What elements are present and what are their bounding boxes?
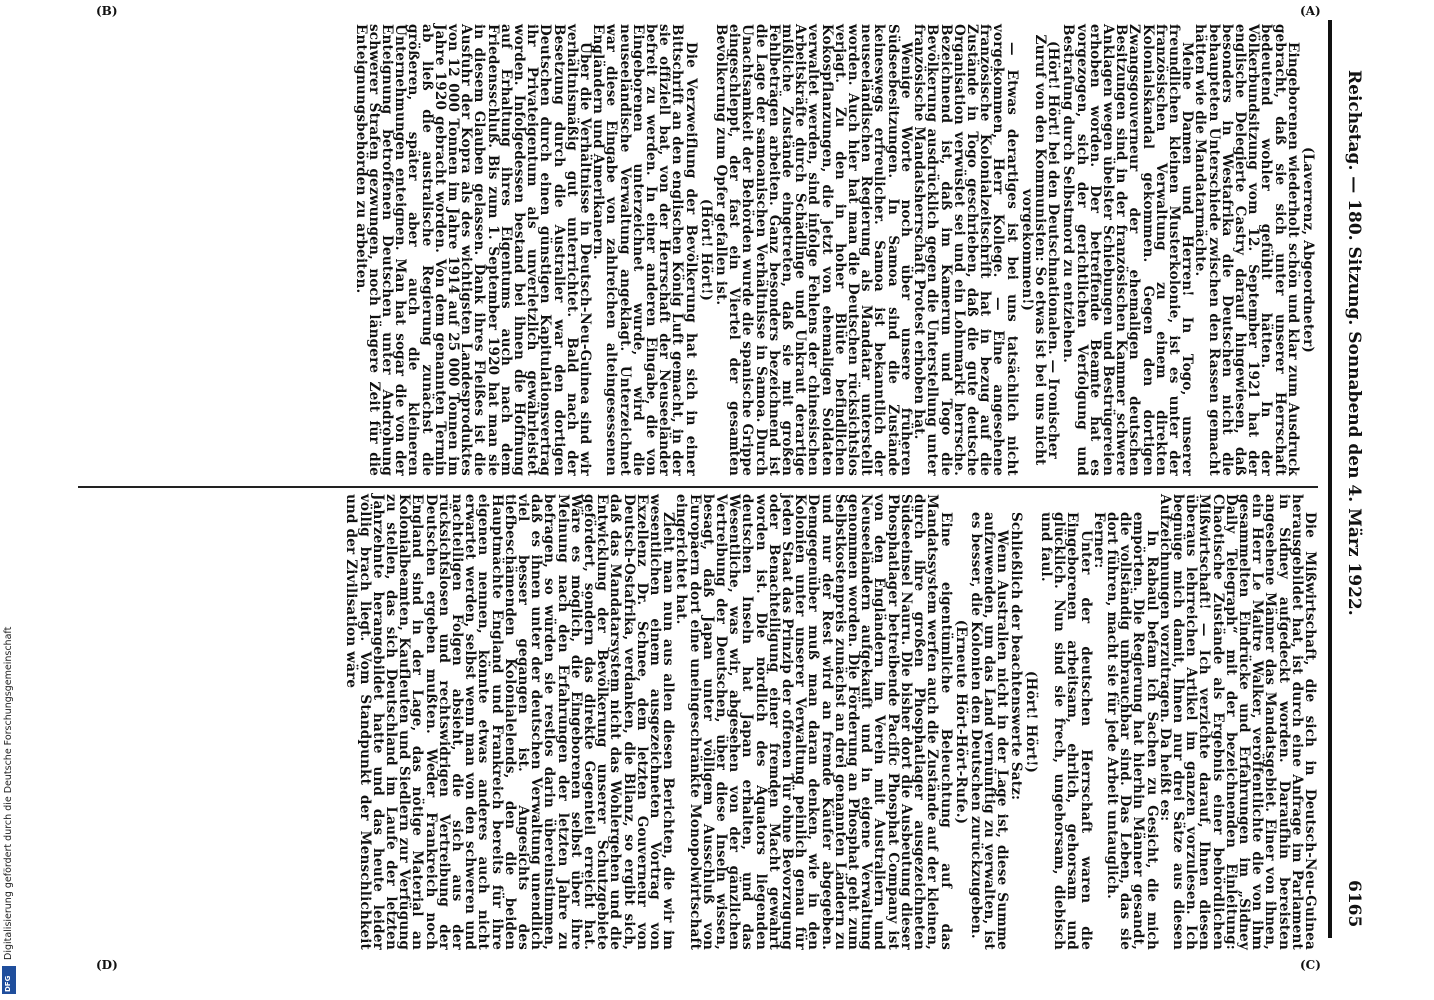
interjection: (Hört! Hört! bei den Deutschnationalen. — Ironischer Zuruf von den Kommunisten: So etwas ist bei uns nicht vorgekommen!) [1018,34,1062,466]
marker-d: (D) [96,958,118,972]
marker-b: (B) [96,4,118,18]
interjection: (Hört! Hört!) [697,198,714,302]
paragraph: Ferner: [1090,512,1107,569]
marker-a: (A) [1300,4,1321,18]
page-number: 6165 [1344,880,1364,928]
header-rule [1328,20,1332,938]
quotation: Wenn Australien nicht in der Lage ist, diese Summe aufzuwenden, um das Land vernünftig zu verwalten, ist es besser, die Kolonien den Deutschen zurückzugeben. [967,512,1011,950]
right-column-text [344,494,1316,950]
marker-c: (C) [1300,958,1321,972]
quotation: Unter der deutschen Herrschaft waren die Eingeborenen arbeitsam, ehrlich, gehorsam und glücklich. Nun sind sie frech, ungehorsam, diebisch und faul. [1037,512,1094,950]
paragraph: Über die Verhältnisse in Deutsch-Neu-Guinea sind wir verhältnismäßig gut unterrichtet. Bald nach der Besetzung durch die Australier war den dortigen Deutschen durch einen günstigen Kapitulationsvertrag ihr Privateigentum als unverletzlich gewährleistet worden. Infolgedessen bestand bei ihnen die Hoffnung auf Erhaltung ihres Eigentums auch nach dem Friedensschluß. Bis zum 1. September 1920 hat man sie in diesem Glauben gelassen. Dank ihres Fleißes ist die Ausfuhr der Kopra als des wichtigsten Landesproduktes von 12 000 Tonnen im Jahre 1914 auf 25 000 Tonnen im Jahre 1920 gebracht worden. Von dem genannten Termin ab ließ die australische Regierung zunächst die größeren, später aber auch die kleineren Unternehmungen enteignen. Man hat sogar die von der Enteignung betroffenen Deutschen unter Androhung schwerer Strafen gezwungen, noch längere Zeit für die Enteignungsbehörden zu arbeiten. [352,24,594,476]
paragraph: Meine Damen und Herren! In Togo, unserer freundlichen kleinen Musterkolonie, ist es unter der französischen Verwaltung zu einem direkten Kolonialskandal gekommen. Gegen den dortigen Zwangsgouverneur der ehemaligen deutschen Besitzungen sind in der französischen Kammer schwere Anklagen wegen übelster Schiebungen und Bestrügereien erhoben worden. Der betreffende Beamte hat es vorgezogen, sich der gerichtlichen Verfolgung und Bestrafung durch Selbstmord zu entziehen. [1060,24,1196,476]
paragraph: Wenige Worte noch über unsere früheren Südseebesitzungen. In Samoa sind die Zustände keineswegs erfreulicher. Samoa ist bekanntlich der neuseeländischen Regierung als Mandatar unterstellt worden. Auch hier hat man die Deutschen rücksichtslos verjagt. Zu den in hoher Blüte befindlichen Kokospflanzungen, die jetzt von ehemaligen Soldaten verwaltet werden, sind infolge Fehlens der chinesischen Arbeitskräfte durch Schädlinge und Unkraut derartige mißliche Zustände eingetreten, daß sie mit großen Fehlbeträgen arbeiten. Ganz besonders bezeichnend ist die Lage der samoanischen Verhältnisse in Samoa. Durch Unachtsamkeit der Behörden wurde die spanische Grippe eingeschleppt, der fast ein Viertel der gesamten Bevölkerung zum Opfer gefallen ist. [713,24,914,476]
digitization-credit [2,120,16,1000]
left-column-text [353,24,1316,476]
right-column [78,494,1318,954]
paragraph: — Etwas derartiges ist bei uns tatsächlich nicht vorgekommen, Herr Kollege. — Eine angesehene französische Kolonialzeitschrift hat in bezug auf die Zustände in Togo geschrieben, daß die gute deutsche Organisation verwüstet sei und ein Lohnmarkt herrsche. Bezeichnend ist, daß im Kamerun und Togo die Bevölkerung ausdrücklich gegen die Unterstellung unter französische Mandatsherrschaft Protest erhoben hat. [911,24,1020,476]
dfg-logo [2,966,16,994]
interjection: (Hört! Hört!) [1022,670,1039,774]
running-header [1336,0,1366,950]
speaker-line: (Laverrenz, Abgeordneter) [1300,147,1316,353]
paragraph: Die Verzweiflung der Bevölkerung hat sich in einer Bittschrift an den englischen König Luft gemacht, in der sie offiziell bat, von der Herrschaft der Neuseeländer befreit zu werden. In einer anderen Eingabe, die von Eingeborenen unterzeichnet wurde, wird die neuseeländische Verwaltung angeklagt. Unterzeichnet war diese Eingabe von zahlreichen alteingesessenen Engländern und Amerikanern. [590,24,699,476]
dfg-logo-text: DFG [4,975,12,992]
header-title: Reichstag. — 180. Sitzung. Sonnabend den 4. März 1922. [1344,70,1364,616]
paragraph: Die Mißwirtschaft, die sich in Deutsch-Neu-Guinea herausgebildet hat, ist durch eine Anfrage im Parlament in Sidney aufgedeckt worden. Daraufhin bereisten angesehene Männer das Mandatsgebiet. Einer von ihnen, ein Herr Le Maitre Walker, veröffentlichte die von ihm gesammelten Eindrücke und Erfahrungen im „Sidney Daily Telegraph“ mit der bezeichnenden Einleitung: Chaotische Zustände als Ergebnis einer behördlichen Mißwirtschaft! — Ich verzichte darauf, Ihnen diesen überaus lehrreichen Artikel im ganzen vorzulesen. Ich begnüge mich damit, Ihnen nur drei Sätze aus diesen Aufzeichnungen vorzutragen. Da heißt es: [1156,494,1318,950]
column-divider [78,486,1318,488]
credit-text: Digitalisierung gefördert durch die Deutsche Forschungsgemeinschaft [3,626,14,960]
quotation: In Rabaul befam ich Sachen zu Gesicht, die mich empörten. Die Regierung hat hierhin Männer gesandt, die vollständig unbrauchbar sind. Das Leben, das sie dort führen, macht sie für jede Arbeit untauglich. [1103,512,1160,950]
paragraph: Schließlich der beachtenswerte Satz: [1007,512,1024,801]
paragraph: Zieht man nun aus allen diesen Berichten, die wir im wesentlichen einem ausgezeichneten Vortrag von Exzellenz Dr. Schnee, dem letzten Gouverneur von Deutsch-Ostafrika, verdanken, die Bilanz, so ergibt sich, daß das Mandatarsystem nicht das Wohlergehen und die Entwicklung der Bevölkerung unserer Schutzgebiete gefördert, sondern das direkte Gegenteil erreicht hat. Wäre es möglich, die Eingeborenen selbst über ihre Meinung nach den Erfahrungen der letzten Jahre zu befragen, so würden sie restlos darin übereinstimmen, daß es ihnen unter der deutschen Verwaltung unendlich viel besser gegangen ist. Angesichts des tiefbeschämenden Kolonialelends, den die beiden Hauptmächte England und Frankreich bereits für ihre eigenen nennen, könnte etwas anderes auch nicht erwartet werden, selbst wenn man von den schweren und nachteiligen Folgen absieht, die sich aus der rücksichtslosen und rechtswidrigen Vertreibung der Deutschen ergeben mußten. Weder Frankreich noch England sind in der Lage, das nötige Material an Kolonialbeamten, Kaufleuten und Siedlern zur Verfügung zu stellen, das sich Deutschland im Laufe der letzten Jahrzehnte herangebildet hatte und das heute leider völlig brach liegt. Vom Standpunkt der Menschlichkeit und der Zivilisation wäre [343,494,677,950]
paragraph: Eine eigentümliche Beleuchtung auf das Mandatssystem werfen auch die Zustände auf der kleinen, durch ihre großen Phosphatlager ausgezeichneten Südseeinsel Nauru. Die bisher dort die Ausbeutung dieser Phosphatlager betreibende Pacific Phosphat Company ist von den Engländern im Verein mit Australiern und Neuseeländern aufgekauft und in eigene Verwaltung genommen worden. Die Förderung an Phosphat geht zum Selbstkostenpreis zunächst an drei genannten Ländern zu und nur der Rest wird an fremde Käufer abgegeben. Demgegenüber muß man daran denken, wie in den Kolonien unter unserer Verwaltung peinlich genau für jeden Staat das Prinzip der offenen Tür ohne Bevorzugung oder Benachteiligung einer fremden Macht gewahrt worden ist. Die nördlich des Äquators liegenden deutschen Inseln hat Japan erhalten, und das Wesentliche, was wir, abgesehen von der gänzlichen Vertreibung der Deutschen, über diese Inseln wissen, besagt, daß Japan unter völligem Ausschluß von Europäern dort eine uneingeschränkte Monopolwirtschaft eingerichtet hat. [673,494,954,950]
left-column [78,24,1318,480]
interjection: (Erneute Hört-Hört-Rufe.) [952,619,969,825]
paragraph: Eingeborenen wiederholt schön und klar zum Ausdruck gebracht, daß sie sich unter unserer Herrschaft bedeutend wohler gefühlt hätten. In der Völkerbundsitzung vom 12. September 1921 hat der englische Delegierte Castry darauf hingewiesen, daß besonders in Westafrika die Deutschen nicht die behaupteten Unterschiede zwischen den Rassen gemacht hätten wie die Mandatarmächte. [1192,24,1301,476]
